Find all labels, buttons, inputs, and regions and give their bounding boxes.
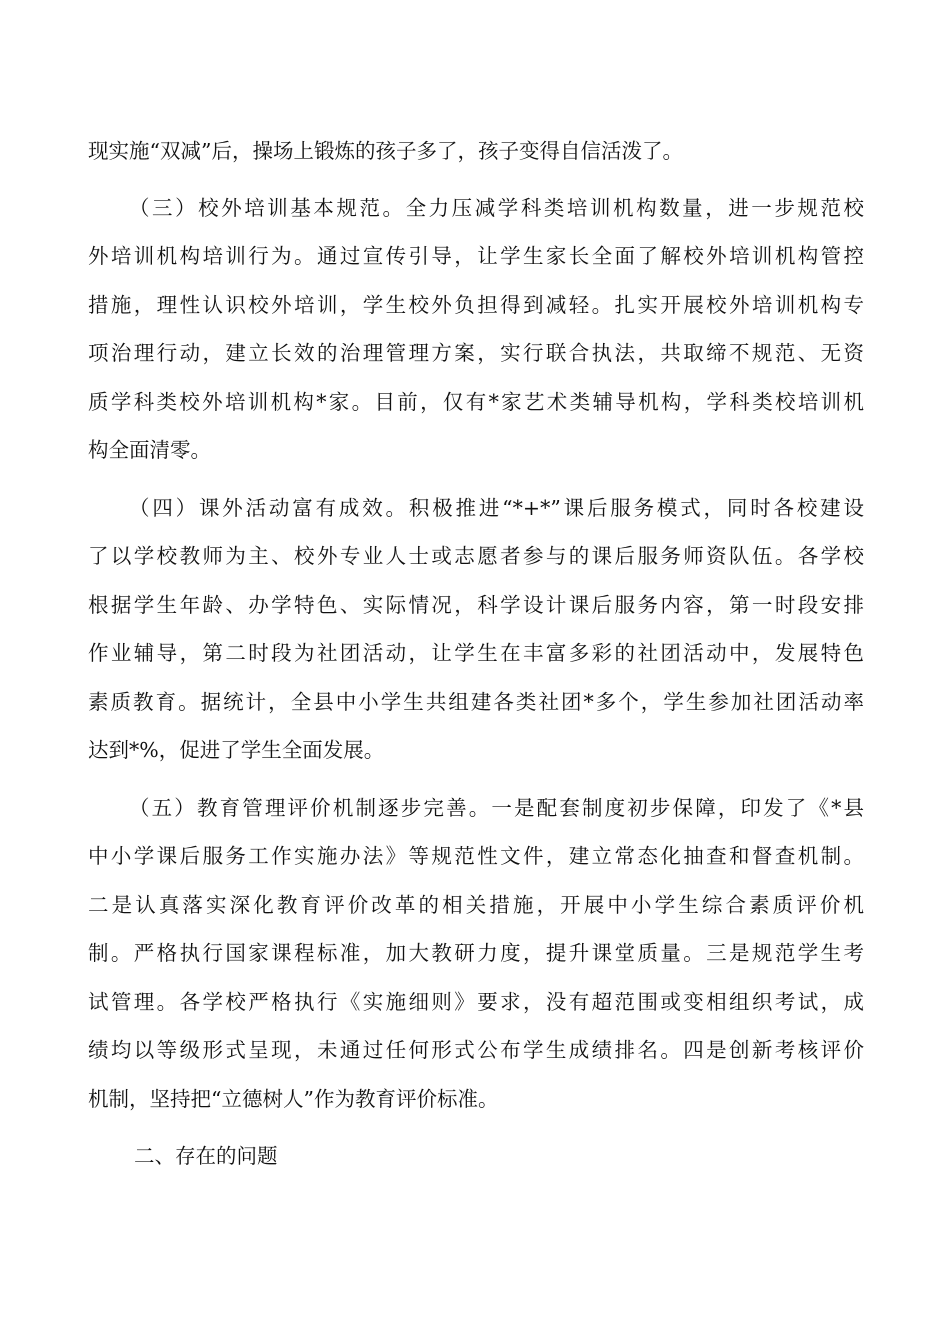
text-line: 达到*%，促进了学生全面发展。 — [88, 738, 385, 762]
text-line: 作业辅导，第二时段为社团活动，让学生在丰富多彩的社团活动中，发展特色 — [88, 641, 864, 665]
paragraph-4-heading-line: （四）课外活动富有成效。积极推进“*+*”课后服务模式，同时各校建设 — [129, 496, 864, 520]
section-heading: 二、存在的问题 — [134, 1144, 278, 1168]
text-line: 中小学课后服务工作实施办法》等规范性文件，建立常态化抽查和督查机制。 — [88, 844, 864, 868]
text-line: 项治理行动，建立长效的治理管理方案，实行联合执法，共取缔不规范、无资 — [88, 341, 864, 365]
text-line: 构全面清零。 — [88, 438, 211, 462]
text-line: 根据学生年龄、办学特色、实际情况，科学设计课后服务内容，第一时段安排 — [88, 593, 864, 617]
text-line: 绩均以等级形式呈现，未通过任何形式公布学生成绩排名。四是创新考核评价 — [88, 1038, 864, 1062]
text-line: 外培训机构培训行为。通过宣传引导，让学生家长全面了解校外培训机构管控 — [88, 244, 864, 268]
text-line: 措施，理性认识校外培训，学生校外负担得到减轻。扎实开展校外培训机构专 — [88, 293, 864, 317]
text-line: 制。严格执行国家课程标准，加大教研力度，提升课堂质量。三是规范学生考 — [88, 941, 864, 965]
text-line: 质学科类校外培训机构*家。目前，仅有*家艺术类辅导机构，学科类校培训机 — [88, 390, 864, 414]
text-line: 试管理。各学校严格执行《实施细则》要求，没有超范围或变相组织考试，成 — [88, 990, 864, 1014]
paragraph-5-heading-line: （五）教育管理评价机制逐步完善。一是配套制度初步保障，印发了《*县 — [129, 796, 864, 820]
text-line: 素质教育。据统计，全县中小学生共组建各类社团*多个，学生参加社团活动率 — [88, 690, 864, 714]
text-line: 二是认真落实深化教育评价改革的相关措施，开展中小学生综合素质评价机 — [88, 893, 864, 917]
text-line: 机制，坚持把“立德树人”作为教育评价标准。 — [88, 1087, 499, 1111]
text-line: 现实施“双减”后，操场上锻炼的孩子多了，孩子变得自信活泼了。 — [88, 139, 683, 163]
paragraph-3-heading-line: （三）校外培训基本规范。全力压减学科类培训机构数量，进一步规范校 — [129, 196, 864, 220]
text-line: 了以学校教师为主、校外专业人士或志愿者参与的课后服务师资队伍。各学校 — [88, 544, 864, 568]
